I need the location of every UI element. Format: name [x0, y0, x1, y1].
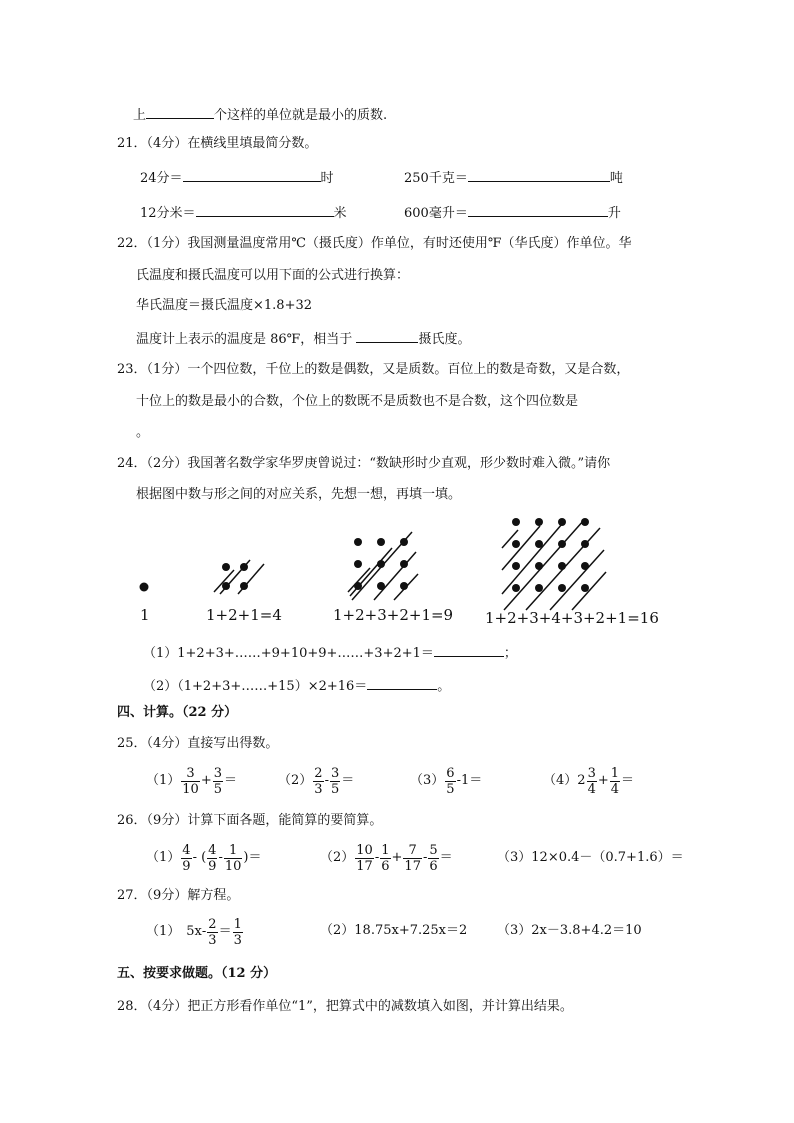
q25-expr-2 — [278, 763, 354, 799]
q24-sub-2-blank[interactable] — [367, 675, 437, 690]
q26-expr-2 — [320, 840, 453, 876]
dot-pattern-4 — [214, 560, 264, 594]
q27-expr-2: （2）18.75x+7.25x＝2 — [320, 923, 468, 938]
fraction — [428, 843, 438, 874]
q24-sub-2-end: 。 — [437, 679, 451, 694]
equals-sign: ＝ — [218, 924, 232, 939]
equals-sign: ＝ — [439, 850, 453, 865]
denominator: 17 — [404, 858, 421, 874]
dot-pattern-16 — [502, 518, 606, 610]
q22-line-4 — [136, 328, 470, 349]
denominator: 17 — [356, 858, 373, 874]
fraction — [181, 766, 200, 797]
q25-label-3: （3） — [410, 773, 445, 788]
q26-expr-1 — [146, 840, 261, 876]
denominator: 3 — [233, 932, 242, 948]
fraction — [313, 766, 323, 797]
equals-sign: ＝ — [621, 773, 635, 788]
q21-item-4-left: 600毫升＝ — [404, 206, 468, 221]
q21-item-2-blank[interactable] — [468, 167, 610, 182]
q24-sub-2 — [143, 675, 450, 696]
q20-answer-blank[interactable] — [146, 104, 214, 119]
q27-expr-3: （3）2x－3.8+4.2＝10 — [497, 923, 642, 938]
minus-sign: - — [201, 924, 207, 939]
q22-line-2: 氏温度和摄氏温度可以用下面的公式进行换算： — [136, 268, 410, 283]
denominator: 10 — [224, 858, 242, 874]
numerator: 1 — [610, 765, 620, 781]
q21-item-1-blank[interactable] — [183, 167, 321, 182]
q21-item-3-blank[interactable] — [196, 202, 334, 217]
q25-expr-4 — [543, 763, 634, 799]
close-paren-equals: )＝ — [243, 850, 262, 865]
denominator: 5 — [213, 781, 223, 797]
minus-sign: - — [422, 850, 428, 865]
numerator: 4 — [182, 842, 191, 858]
q20-text-post: 个这样的单位就是最小的质数. — [214, 108, 388, 123]
q22-line-1: 22．（1分）我国测量温度常用℃（摄氏度）作单位，有时还使用℉（华氏度）作单位。华 — [117, 236, 632, 251]
q24-line-1: 24．（2分）我国著名数学家华罗庚曾说过：“数缺形时少直观，形少数时难入微。”请你 — [117, 456, 611, 471]
q26-label-1: （1） — [146, 850, 181, 865]
dot-pattern-figure — [130, 512, 630, 612]
mixed-number — [577, 766, 598, 797]
q24-line-2: 根据图中数与形之间的对应关系，先想一想，再填一填。 — [136, 487, 462, 502]
numerator: 3 — [330, 765, 340, 781]
denominator: 4 — [610, 781, 620, 797]
q22-line-4-pre: 温度计上表示的温度是 86℉，相当于 — [136, 332, 357, 347]
minus-sign: - — [374, 850, 380, 865]
q21-item-1-right: 时 — [320, 171, 334, 186]
figure-label-1: 1 — [140, 606, 150, 624]
plus-sign: + — [391, 850, 403, 865]
figure-label-16: 1+2+3+4+3+2+1=16 — [485, 609, 659, 627]
q21-item-3 — [140, 202, 347, 223]
q22-answer-blank[interactable] — [356, 328, 418, 343]
equals-sign: ＝ — [224, 773, 238, 788]
denominator: 10 — [182, 781, 199, 797]
denominator: 5 — [446, 781, 455, 797]
figure-label-9: 1+2+3+2+1=9 — [333, 606, 454, 624]
denominator: 3 — [208, 932, 217, 948]
q25-expr-3 — [410, 763, 482, 799]
q24-sub-2-text: （2）（1+2+3+……+15）×2+16＝ — [143, 679, 368, 694]
denominator: 9 — [182, 858, 191, 874]
numerator: 5 — [429, 842, 438, 858]
numerator: 3 — [213, 765, 223, 781]
q20-tail — [133, 104, 387, 125]
q27-label-1: （1） — [146, 924, 181, 939]
numerator: 6 — [446, 765, 455, 781]
fraction — [610, 766, 620, 797]
q26-expr-3: （3）12×0.4－（0.7+1.6）＝ — [497, 850, 684, 865]
denominator: 4 — [587, 781, 596, 797]
q27-expr-1-lead: 5x — [186, 924, 202, 939]
q23-line-1: 23．（1分）一个四位数，千位上的数是偶数，又是质数。百位上的数是奇数，又是合数， — [117, 362, 630, 377]
fraction — [207, 917, 217, 948]
denominator: 3 — [314, 781, 323, 797]
section-4-heading: 四、计算。（22 分） — [117, 705, 238, 720]
equals-sign: ＝ — [341, 773, 355, 788]
q25-expr-1 — [146, 763, 237, 799]
q25-expr-3-tail: -1＝ — [456, 773, 483, 788]
q25-label-4: （4） — [543, 773, 578, 788]
q27-expr-1 — [146, 914, 244, 950]
numerator: 1 — [233, 916, 242, 932]
minus-sign: - — [324, 773, 329, 788]
section-5-heading: 五、按要求做题。（12 分） — [117, 966, 277, 981]
q22-line-4-post: 摄氏度。 — [418, 332, 471, 347]
fraction — [233, 917, 243, 948]
fraction — [213, 766, 223, 797]
numerator: 3 — [587, 765, 596, 781]
q22-formula: 华氏温度＝摄氏温度×1.8+32 — [136, 298, 313, 313]
fraction — [380, 843, 390, 874]
numerator: 10 — [356, 842, 373, 858]
numerator: 1 — [224, 843, 243, 859]
numerator: 2 — [314, 765, 323, 781]
q25-title: 25．（4分）直接写出得数。 — [117, 736, 279, 751]
q27-title: 27．（9分）解方程。 — [117, 888, 240, 903]
numerator: 4 — [208, 842, 217, 858]
q21-item-2 — [404, 167, 623, 188]
minus-sign: - — [218, 850, 223, 865]
q24-sub-1 — [143, 642, 517, 663]
dot-pattern-9 — [348, 532, 418, 600]
q21-item-4-right: 升 — [607, 206, 621, 221]
denominator: 6 — [381, 858, 390, 874]
q21-item-3-left: 12分米＝ — [140, 206, 196, 221]
q23-line-3: 。 — [136, 425, 150, 440]
fraction — [445, 766, 455, 797]
figure-label-4: 1+2+1=4 — [206, 606, 282, 624]
fraction — [181, 843, 191, 874]
q21-item-3-right: 米 — [333, 206, 347, 221]
q24-sub-1-end: ； — [503, 646, 517, 661]
q24-sub-1-text: （1）1+2+3+……+9+10+9+……+3+2+1＝ — [143, 646, 434, 661]
dot-pattern-1 — [140, 583, 149, 592]
numerator: 7 — [403, 843, 422, 859]
numerator: 1 — [381, 842, 390, 858]
denominator: 6 — [429, 858, 438, 874]
numerator: 2 — [208, 916, 217, 932]
q26-label-2: （2） — [320, 850, 355, 865]
q21-item-4-blank[interactable] — [468, 202, 608, 217]
fraction — [403, 843, 422, 874]
q21-item-2-left: 250千克＝ — [404, 171, 468, 186]
fraction — [224, 843, 243, 874]
fraction — [330, 766, 340, 797]
q21-item-2-right: 吨 — [609, 171, 623, 186]
q21-item-4 — [404, 202, 621, 223]
denominator: 5 — [330, 781, 340, 797]
whole-part: 2 — [577, 773, 586, 788]
numerator: 3 — [181, 766, 200, 782]
q20-text-pre: 上 — [133, 108, 147, 123]
q25-label-1: （1） — [146, 773, 181, 788]
denominator: 9 — [208, 858, 217, 874]
q28-title: 28．（4分）把正方形看作单位“1”，把算式中的减数填入如图，并计算出结果。 — [117, 999, 573, 1014]
q21-title: 21．（4分）在横线里填最简分数。 — [117, 136, 318, 151]
fraction — [207, 843, 217, 874]
fraction — [355, 843, 374, 874]
q25-label-2: （2） — [278, 773, 313, 788]
q21-item-1 — [140, 167, 334, 188]
q26-title: 26．（9分）计算下面各题，能简算的要简算。 — [117, 813, 383, 828]
minus-paren: - ( — [192, 850, 207, 865]
plus-sign: + — [597, 773, 609, 788]
q24-sub-1-blank[interactable] — [434, 642, 504, 657]
fraction — [587, 766, 597, 797]
q21-item-1-left: 24分＝ — [140, 171, 183, 186]
q23-line-2: 十位上的数是最小的合数，个位上的数既不是质数也不是合数，这个四位数是 — [136, 394, 579, 409]
plus-sign: + — [200, 773, 212, 788]
